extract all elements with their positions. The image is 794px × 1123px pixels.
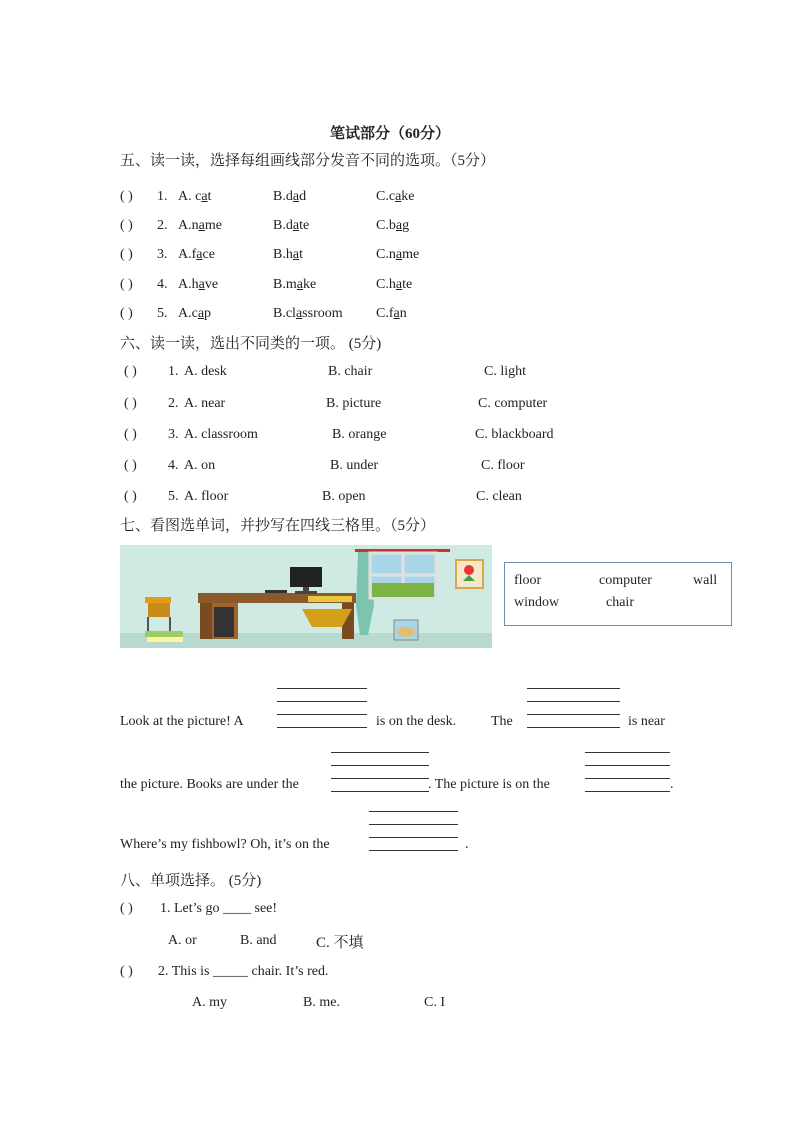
option-c-underlined: a bbox=[395, 218, 403, 233]
grid-line bbox=[585, 765, 670, 766]
page-title: 笔试部分（60分） bbox=[330, 126, 451, 142]
option-b-underlined: a bbox=[292, 247, 300, 262]
question-number: 5. bbox=[157, 306, 168, 321]
grid-line bbox=[331, 778, 429, 779]
grid-line bbox=[585, 791, 670, 792]
q8-1-option-a: A. or bbox=[168, 933, 197, 948]
paren-text: ( ) bbox=[120, 218, 133, 233]
q8-2-answer-paren[interactable]: ( ) bbox=[120, 964, 133, 979]
q6-1-answer-paren[interactable]: ( ) bbox=[124, 364, 137, 379]
option-a-pre: A.h bbox=[178, 277, 199, 292]
option-c-pre: C.n bbox=[376, 247, 396, 262]
q5-2-option-b bbox=[273, 218, 309, 234]
q6-3-option-b: B. orange bbox=[332, 427, 387, 442]
q6-1-number: 1. bbox=[168, 364, 179, 379]
option-b-pre: B.m bbox=[273, 277, 297, 292]
option-b-post: d bbox=[299, 189, 307, 204]
option-b-pre: B.h bbox=[273, 247, 293, 262]
option-b-underlined: a bbox=[296, 277, 303, 292]
q5-5-number bbox=[157, 306, 168, 322]
question-number: 3. bbox=[157, 247, 168, 262]
word-chair: chair bbox=[606, 595, 634, 610]
room-picture bbox=[120, 545, 492, 648]
grid-line bbox=[331, 752, 429, 753]
sentence-3-part-a: Where’s my fishbowl? Oh, it’s on the bbox=[120, 837, 330, 852]
section-5-heading: 五、读一读，选择每组画线部分发音不同的选项。（5分） bbox=[120, 153, 496, 169]
q6-2-option-c: C. computer bbox=[478, 396, 548, 411]
option-a-pre: A.f bbox=[178, 247, 197, 262]
option-b-pre: B.cl bbox=[273, 306, 296, 321]
grid-line bbox=[331, 791, 429, 792]
option-b-post: te bbox=[299, 218, 310, 233]
option-a-underlined: a bbox=[201, 189, 208, 204]
option-c-pre: C.b bbox=[376, 218, 396, 233]
question-number: 2. bbox=[157, 218, 168, 233]
grid-line bbox=[585, 778, 670, 779]
q6-3-number: 3. bbox=[168, 427, 179, 442]
option-a-post: t bbox=[207, 189, 212, 204]
section-7-heading: 七、看图选单词，并抄写在四线三格里。（5分） bbox=[120, 518, 436, 534]
option-b-underlined: a bbox=[295, 306, 303, 321]
paren-text: ( ) bbox=[120, 277, 133, 292]
grid-line bbox=[527, 714, 620, 715]
sentence-2-part-a: the picture. Books are under the bbox=[120, 777, 299, 792]
option-c-pre: C.c bbox=[376, 189, 396, 204]
q6-1-option-b: B. chair bbox=[328, 364, 373, 379]
q5-2-number bbox=[157, 218, 168, 234]
option-a-post: p bbox=[204, 306, 212, 321]
q5-1-option-c bbox=[376, 189, 415, 205]
grid-line bbox=[585, 752, 670, 753]
option-b-post: ssroom bbox=[302, 306, 343, 321]
q8-1-answer-paren[interactable]: ( ) bbox=[120, 901, 133, 916]
q6-4-option-b: B. under bbox=[330, 458, 379, 473]
q5-3-answer-paren[interactable] bbox=[120, 247, 133, 263]
word-bank bbox=[504, 562, 732, 626]
q6-4-option-a: A. on bbox=[184, 458, 216, 473]
q5-5-answer-paren[interactable] bbox=[120, 306, 133, 322]
word-computer: computer bbox=[599, 573, 652, 588]
grid-line bbox=[277, 727, 367, 728]
section-6-heading: 六、读一读，选出不同类的一项。 (5分) bbox=[120, 336, 382, 352]
q5-4-number bbox=[157, 277, 168, 293]
grid-line bbox=[527, 688, 620, 689]
q6-4-option-c: C. floor bbox=[481, 458, 525, 473]
option-b-post: ke bbox=[302, 277, 317, 292]
grid-line bbox=[369, 837, 458, 838]
word-wall: wall bbox=[693, 573, 718, 588]
q6-1-option-a: A. desk bbox=[184, 364, 227, 379]
q5-3-option-b bbox=[273, 247, 303, 263]
q6-2-option-b: B. picture bbox=[326, 396, 382, 411]
q5-4-option-c bbox=[376, 277, 412, 293]
option-b-pre: B.d bbox=[273, 218, 293, 233]
grid-line bbox=[277, 714, 367, 715]
q5-2-option-c bbox=[376, 218, 409, 234]
q8-2-option-c: C. I bbox=[424, 995, 445, 1010]
q5-4-answer-paren[interactable] bbox=[120, 277, 133, 293]
q5-5-option-a bbox=[178, 306, 211, 322]
q5-1-option-b bbox=[273, 189, 306, 205]
option-c-underlined: a bbox=[395, 277, 403, 292]
q5-3-option-a bbox=[178, 247, 215, 263]
grid-line bbox=[527, 701, 620, 702]
q6-2-option-a: A. near bbox=[184, 396, 226, 411]
sentence-1-part-c: The bbox=[491, 714, 513, 729]
sentence-2-part-b: . The picture is on the bbox=[428, 777, 550, 792]
q5-1-option-a bbox=[178, 189, 211, 205]
q8-1-text: 1. Let’s go ____ see! bbox=[160, 901, 278, 916]
option-b-underlined: a bbox=[292, 218, 300, 233]
sentence-1-part-a: Look at the picture! A bbox=[120, 714, 244, 729]
q5-3-number bbox=[157, 247, 168, 263]
q6-2-answer-paren[interactable]: ( ) bbox=[124, 396, 137, 411]
q6-2-number: 2. bbox=[168, 396, 179, 411]
sentence-3-part-b: . bbox=[465, 837, 469, 852]
q5-2-option-a bbox=[178, 218, 222, 234]
grid-line bbox=[369, 824, 458, 825]
q5-4-option-a bbox=[178, 277, 218, 293]
section-8-heading: 八、单项选择。 (5分) bbox=[120, 873, 262, 889]
option-a-post: ve bbox=[204, 277, 219, 292]
q6-3-option-c: C. blackboard bbox=[475, 427, 554, 442]
option-a-pre: A.c bbox=[178, 306, 198, 321]
option-c-underlined: a bbox=[395, 247, 403, 262]
q8-1-option-c: C. 不填 bbox=[316, 935, 364, 951]
q5-4-option-b bbox=[273, 277, 316, 293]
grid-line bbox=[277, 701, 367, 702]
q6-5-answer-paren[interactable]: ( ) bbox=[124, 489, 137, 504]
option-c-post: me bbox=[402, 247, 420, 262]
option-c-underlined: a bbox=[395, 189, 402, 204]
grid-line bbox=[369, 811, 458, 812]
option-a-post: ce bbox=[202, 247, 215, 262]
q6-3-answer-paren[interactable]: ( ) bbox=[124, 427, 137, 442]
option-c-pre: C.h bbox=[376, 277, 396, 292]
q6-5-option-a: A. floor bbox=[184, 489, 229, 504]
option-c-pre: C.f bbox=[376, 306, 394, 321]
q6-1-option-c: C. light bbox=[484, 364, 527, 379]
q5-3-option-c bbox=[376, 247, 419, 263]
option-c-post: te bbox=[402, 277, 413, 292]
sentence-2-part-c: . bbox=[670, 777, 674, 792]
option-b-underlined: a bbox=[292, 189, 300, 204]
option-c-post: ke bbox=[401, 189, 415, 204]
option-b-post: t bbox=[299, 247, 303, 262]
paren-text: ( ) bbox=[120, 247, 133, 262]
q6-5-number: 5. bbox=[168, 489, 179, 504]
q5-5-option-b bbox=[273, 306, 343, 322]
grid-line bbox=[527, 727, 620, 728]
q6-3-option-a: A. classroom bbox=[184, 427, 258, 442]
option-a-underlined: a bbox=[198, 277, 205, 292]
q5-2-answer-paren[interactable] bbox=[120, 218, 133, 234]
option-a-pre: A. c bbox=[178, 189, 202, 204]
option-a-underlined: a bbox=[198, 218, 205, 233]
q6-5-option-c: C. clean bbox=[476, 489, 522, 504]
word-floor: floor bbox=[514, 573, 542, 588]
option-c-post: n bbox=[399, 306, 407, 321]
q8-2-text: 2. This is _____ chair. It’s red. bbox=[158, 964, 329, 979]
grid-line bbox=[369, 850, 458, 851]
grid-line bbox=[277, 688, 367, 689]
option-a-pre: A.n bbox=[178, 218, 199, 233]
option-a-underlined: a bbox=[196, 247, 203, 262]
q8-1-option-b: B. and bbox=[240, 933, 277, 948]
q6-5-option-b: B. open bbox=[322, 489, 366, 504]
option-c-underlined: a bbox=[393, 306, 400, 321]
sentence-1-part-d: is near bbox=[628, 714, 665, 729]
sentence-1-part-b: is on the desk. bbox=[376, 714, 457, 729]
paren-text: ( ) bbox=[120, 306, 133, 321]
paren-text: ( ) bbox=[120, 189, 133, 204]
grid-line bbox=[331, 765, 429, 766]
option-a-post: me bbox=[204, 218, 222, 233]
q5-1-number bbox=[157, 189, 168, 205]
option-c-post: g bbox=[402, 218, 410, 233]
word-window: window bbox=[514, 595, 560, 610]
option-b-pre: B.d bbox=[273, 189, 293, 204]
q8-2-option-b: B. me. bbox=[303, 995, 340, 1010]
q5-5-option-c bbox=[376, 306, 407, 322]
q5-1-answer-paren[interactable] bbox=[120, 189, 133, 205]
q6-4-answer-paren[interactable]: ( ) bbox=[124, 458, 137, 473]
question-number: 4. bbox=[157, 277, 168, 292]
q6-4-number: 4. bbox=[168, 458, 179, 473]
question-number: 1. bbox=[157, 189, 168, 204]
option-a-underlined: a bbox=[197, 306, 205, 321]
q8-2-option-a: A. my bbox=[192, 995, 227, 1010]
